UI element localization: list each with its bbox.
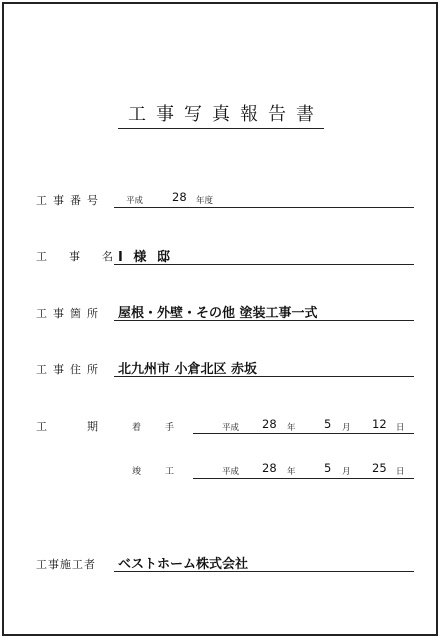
contractor-underline bbox=[114, 571, 414, 572]
construction-name-value: I 様 邸 bbox=[118, 250, 173, 265]
label-construction-address: 工事住所 bbox=[36, 363, 104, 376]
title-text: 工事写真報告書 bbox=[118, 100, 324, 129]
end-month: 5 bbox=[324, 461, 332, 475]
end-label: 竣工 bbox=[132, 467, 199, 477]
number-year-suffix: 年度 bbox=[196, 196, 214, 206]
address-underline bbox=[114, 376, 414, 377]
start-year-unit: 年 bbox=[287, 423, 296, 433]
start-year: 28 bbox=[262, 417, 277, 431]
label-construction-name: 工事名 bbox=[36, 250, 135, 263]
start-era: 平成 bbox=[222, 423, 240, 433]
construction-location-value: 屋根・外壁・その他 塗装工事一式 bbox=[118, 306, 318, 321]
label-contractor: 工事施工者 bbox=[36, 558, 96, 571]
end-day: 25 bbox=[372, 461, 387, 475]
label-construction-location: 工事箇所 bbox=[36, 307, 104, 320]
end-month-unit: 月 bbox=[342, 467, 351, 477]
contractor-value: ベストホーム株式会社 bbox=[118, 557, 249, 572]
start-month-unit: 月 bbox=[342, 423, 351, 433]
start-underline bbox=[193, 433, 414, 434]
number-underline bbox=[114, 207, 414, 208]
end-day-unit: 日 bbox=[396, 467, 405, 477]
end-year: 28 bbox=[262, 461, 277, 475]
start-month: 5 bbox=[324, 417, 332, 431]
location-underline bbox=[114, 320, 414, 321]
number-year: 28 bbox=[172, 190, 187, 204]
end-era: 平成 bbox=[222, 467, 240, 477]
start-day-unit: 日 bbox=[396, 423, 405, 433]
label-construction-period: 工期 bbox=[36, 420, 138, 433]
start-day: 12 bbox=[372, 417, 387, 431]
number-era: 平成 bbox=[126, 196, 144, 206]
construction-address-value: 北九州市 小倉北区 赤坂 bbox=[118, 362, 258, 377]
name-underline bbox=[114, 264, 414, 265]
label-construction-number: 工事番号 bbox=[36, 194, 104, 207]
start-label: 着手 bbox=[132, 423, 199, 433]
document-title bbox=[0, 100, 442, 129]
end-underline bbox=[193, 478, 414, 479]
end-year-unit: 年 bbox=[287, 467, 296, 477]
